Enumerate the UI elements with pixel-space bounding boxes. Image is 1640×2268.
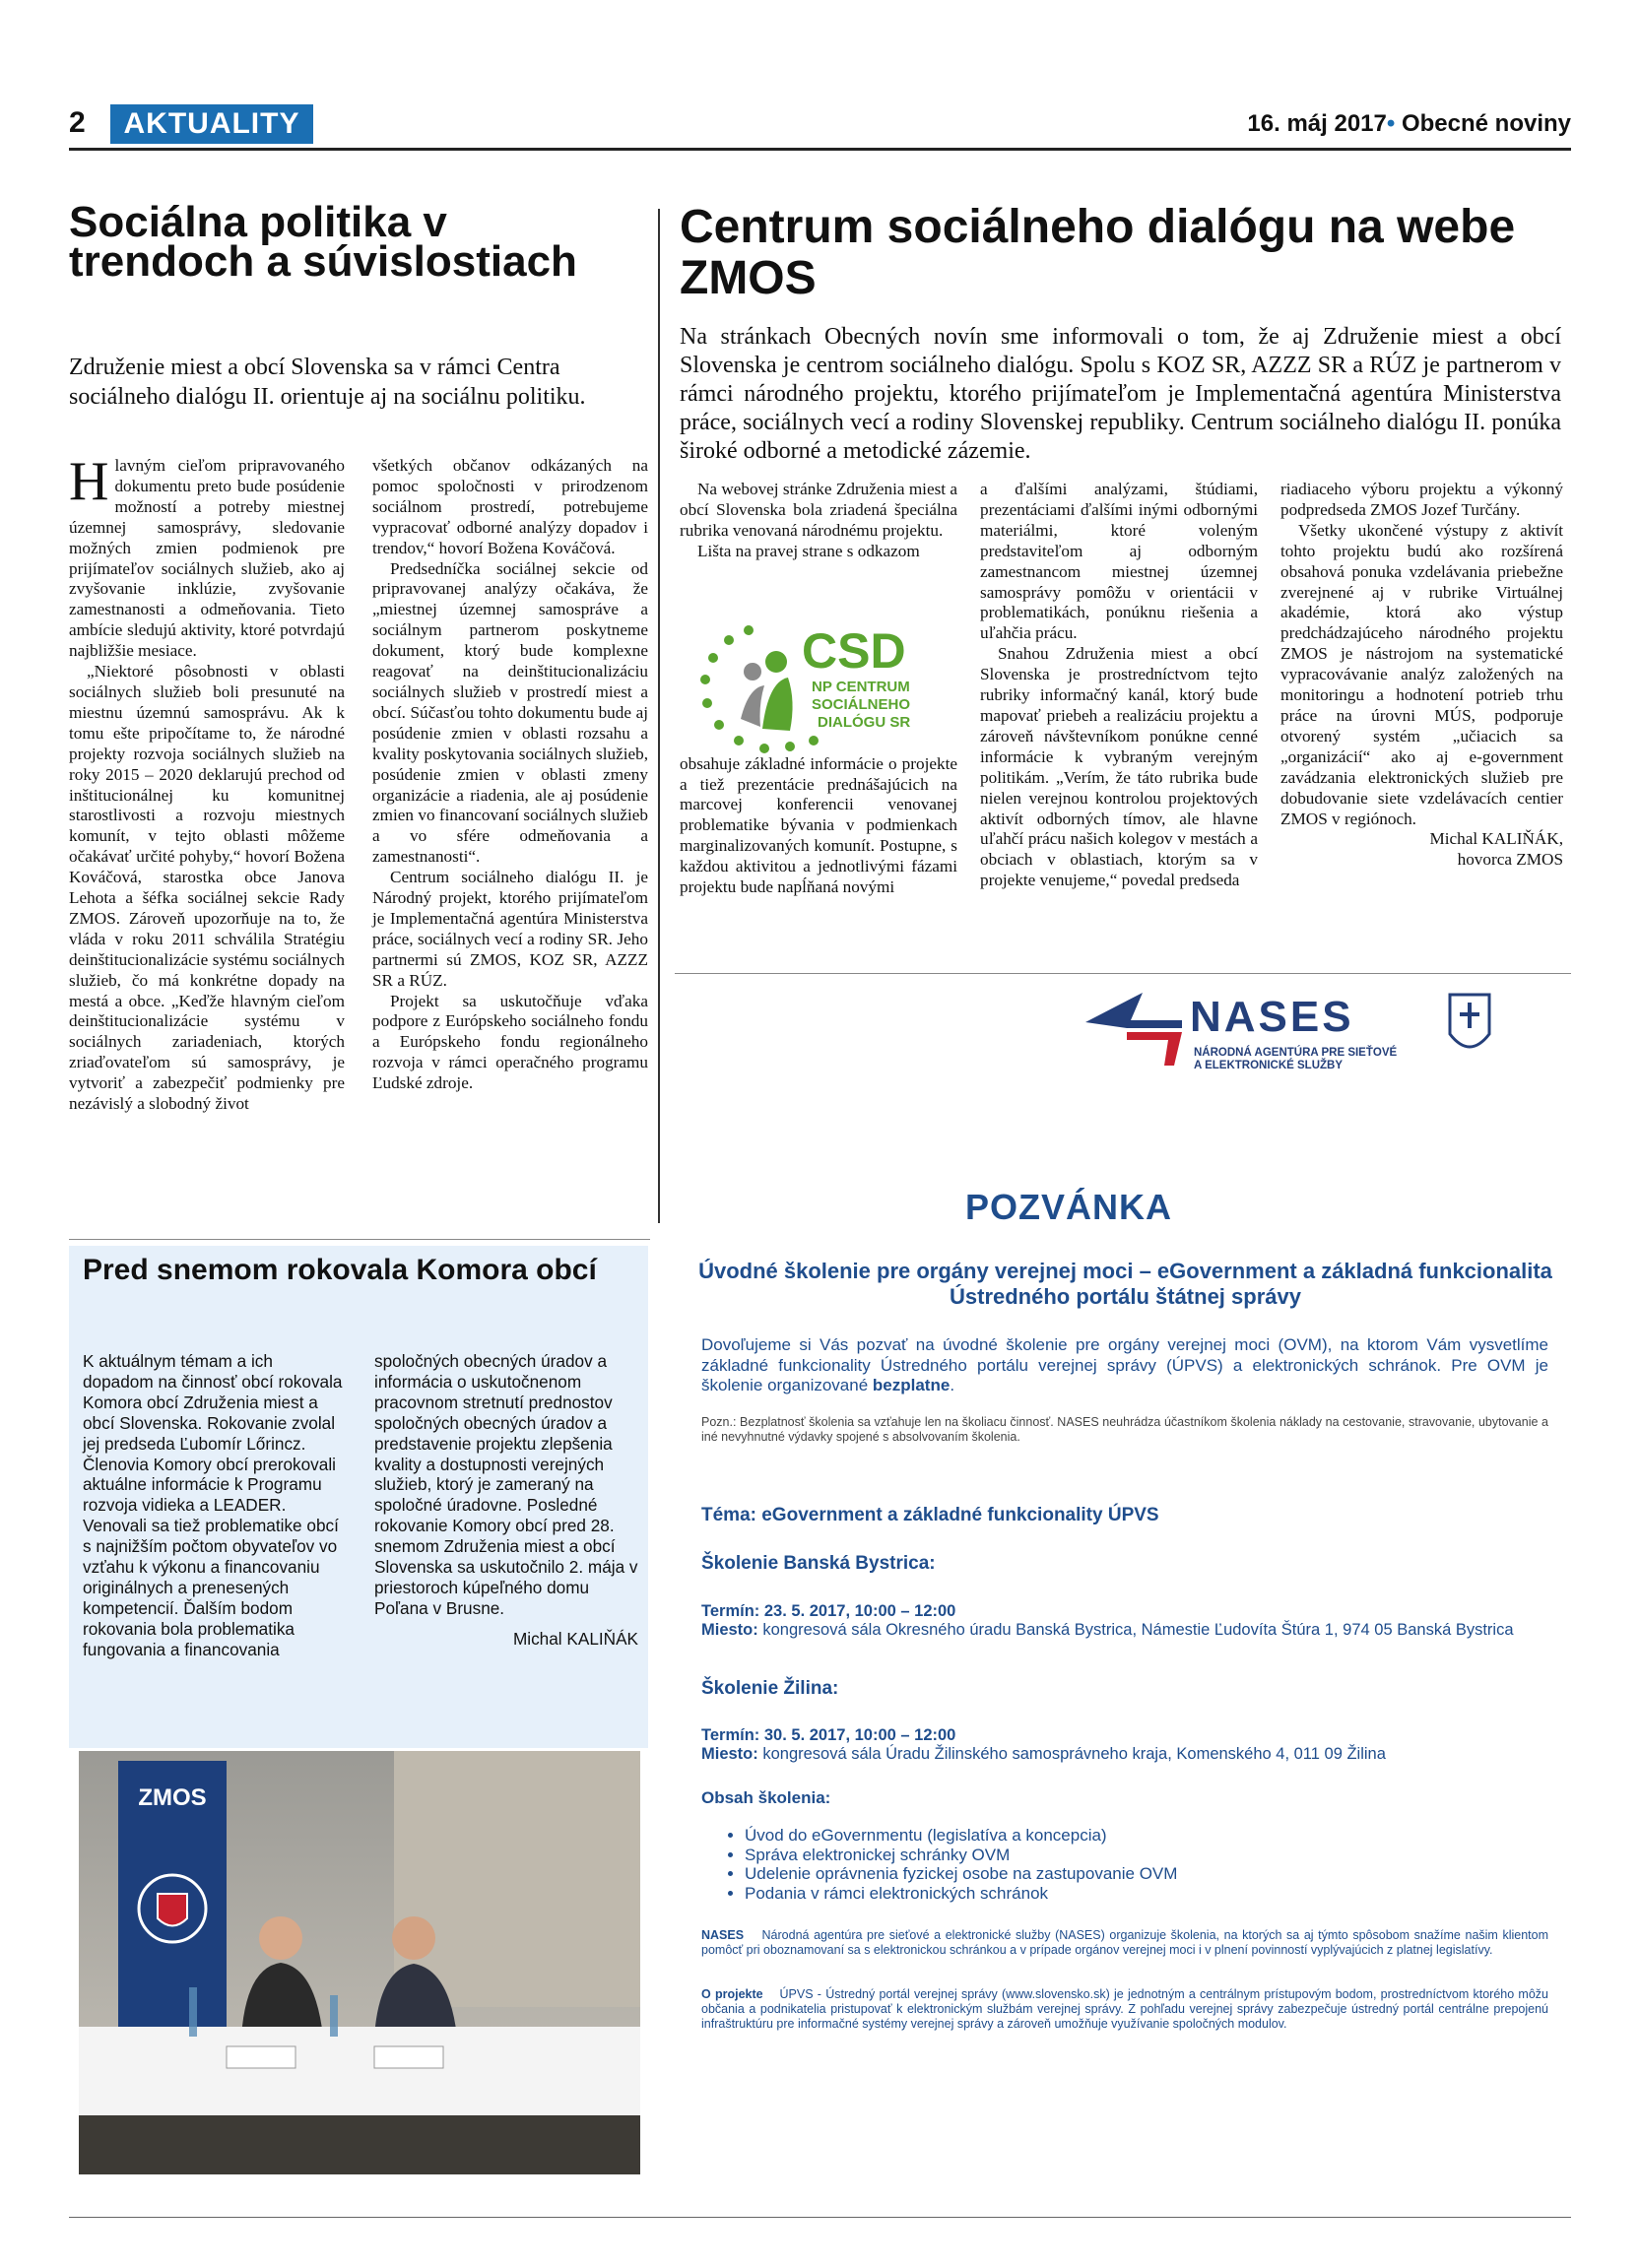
invitation-note: Pozn.: Bezplatnosť školenia sa vzťahuje len na školiacu činnosť. NASES neuhrádza účastníkom školenia náklady na cestovanie, stravovanie, ubytovanie a iné nevyhnutné výdavky spojené s absolvovaním školenia. (701, 1415, 1548, 1444)
article2-title: Centrum sociálneho dialógu na webe ZMOS (680, 201, 1516, 304)
article2-paragraph: riadiaceho výboru projektu a výkonný podpredseda ZMOS Jozef Turčány. (1280, 480, 1563, 519)
section-label: AKTUALITY (110, 104, 313, 144)
page-number: 2 (69, 106, 86, 139)
banner-text: ZMOS (138, 1784, 207, 1811)
article2-paragraph: Na webovej stránke Združenia miest a obcí Slovenska bola zriadená špeciálna rubrika venovaná národnému projektu. (680, 480, 957, 540)
list-item: • Správa elektronickej schránky OVM (745, 1846, 1177, 1865)
training-za-details: Termín: 30. 5. 2017, 10:00 – 12:00 Miesto: kongresová sála Úradu Žilinského samosprávneho kraja, Komenského 4, 011 09 Žilina (701, 1726, 1386, 1763)
issue-date: 16. máj 2017 (1247, 110, 1387, 137)
article1-paragraph: Hlavným cieľom pripravovaného dokumentu preto bude posúdenie možností a potreby miestnej územnej samosprávy, sledovanie možných zmien podmienok pre prijímateľov sociálnych služieb, ako aj zvyšovanie inklúzie, zvyšovanie zamestnanosti a odmeňovania. Tieto ambície sledujú aktivity, ktoré potvrdajú najbližšie mesiace. (69, 451, 345, 661)
article2-paragraph: Snahou Združenia miest a obcí Slovenska je prostredníctvom tejto rubriky informačný kanál, ktorý bude mapovať priebeh a realizáciu projektu a zároveň návštevníkom ponúkne cenné informácie k vybraným verejným politikám. „Verím, že táto rubrika bude nielen verejnou kontrolou projektových aktivít odborných tímov, ale hlavne uľahčí prácu našich kolegov v mestách a obciach v oblastiach, ktorým sa v projekte venujeme,“ povedal predseda (980, 644, 1258, 890)
csd-line1: NP CENTRUM (812, 679, 910, 695)
article2-paragraph: Všetky ukončené výstupy z aktivít tohto projektu budú ako rozšírená obsahová ponuka vzdelávania priebežne zverejnené aj v rubrike Virtuálnej akadémie, ktorá ako výstup predchádzajúceho národného projektu ZMOS je nástrojom na systematické vypracovávanie analýz založených na monitoringu a hodnotení potrieb trhu práce na úrovni MÚS, podporuje otvorený systém „učiacich sa „organizácií“ ako aj e-government zavádzania elektronických služieb pre dobudovanie siete vzdelávacích centier ZMOS v regiónoch. (1280, 520, 1563, 828)
csd-logo (689, 611, 946, 763)
training-content-heading: Obsah školenia: (701, 1788, 831, 1807)
article1-title: Sociálna politika v trendoch a súvislostiach (69, 198, 577, 286)
csd-line2: SOCIÁLNEHO (812, 696, 911, 713)
header-rule (69, 148, 1571, 151)
article1-paragraph: Projekt sa uskutočňuje vďaka podpore z Európskeho sociálneho fondu a Európskeho fondu regionálneho rozvoja v rámci operačného programu Ľudské zdroje. (372, 991, 648, 1093)
box-author: Michal KALIŇÁK (512, 1628, 638, 1649)
list-item: • Udelenie oprávnenia fyzickej osobe na zastupovanie OVM (745, 1864, 1177, 1884)
nases-wordmark: NASES (1190, 993, 1354, 1041)
article2-lead: Na stránkach Obecných novín sme informovali o tom, že aj Združenie miest a obcí Slovenska je centrom sociálneho dialógu. Spolu s KOZ SR, AZZZ SR a RÚZ je partnerom v rámci národného projektu, ktorého prijímateľom je Implementačná agentúra Ministerstva práce, sociálnych vecí a rodiny Slovenskej republiky. Centrum sociálneho dialógu II. ponúka široké odborné a metodické zázemie. (680, 324, 1561, 464)
article1-paragraph: všetkých občanov odkázaných na pomoc spoločnosti v prirodzenom sociálnom prostredí, potrebujeme vypracovať odborné analýzy dopadov i trendov,“ hovorí Božena Kováčová. (372, 456, 648, 557)
box-column-2 (374, 1351, 638, 1650)
training-bb-heading: Školenie Banská Bystrica: (701, 1553, 936, 1574)
box-divider (69, 1239, 650, 1240)
people-figures (741, 651, 793, 731)
box-title: Pred snemom rokovala Komora obcí (83, 1254, 597, 1286)
article1-lead: Združenie miest a obcí Slovenska sa v rámci Centra sociálneho dialógu II. orientuje aj na sociálnu politiku. (69, 355, 586, 410)
csd-abbr: CSD (802, 623, 906, 679)
list-item: • Podania v rámci elektronických schránok (745, 1884, 1177, 1904)
article2-paragraph: obsahuje základné informácie o projekte a tiež prezentácie prednášajúcich na marcovej konferencii venovanej problematike bývania v podmienkach marginalizovaných komunít. Postupne, s každou aktivitou a jednotlivými fázami projektu bude napĺňaná novými (680, 753, 957, 897)
box-column-1: K aktuálnym témam a ich dopadom na činnosť obcí rokovala Komora obcí Združenia miest a obcí Slovenska. Rokovanie zvolal jej predseda Ľubomír Lőrincz. Členovia Komory obcí prerokovali aktuálne informácie k Programu rozvoja vidieka a LEADER. Venovali sa tiež problematike obcí s najnižším počtom obyvateľov vo vzťahu k výkonu a financovaniu originálnych a prenesených kompetencií. Ďalším bodom rokovania bola problematika fungovania a financovania (83, 1351, 343, 1659)
coat-of-arms-icon (1450, 995, 1489, 1047)
nases-subtitle: NÁRODNÁ AGENTÚRA PRE SIEŤOVÉ A ELEKTRONICKÉ SLUŽBY (1194, 1047, 1398, 1071)
article2-paragraph: a ďalšími analýzami, štúdiami, prezentáciami ďalšími inými odbornými materiálmi, ktoré voleným predstaviteľom aj odborným zamestnancom miestnej územnej samosprávy pomôžu v orientácii v problematikách, ponúknu riešenia a uľahčia prácu. (980, 480, 1258, 643)
article1-column-1 (69, 451, 345, 1115)
article2-column-2 (980, 480, 1258, 891)
publication-name: Obecné noviny (1401, 110, 1571, 137)
training-content-list (729, 1826, 1177, 1903)
invitation-intro: Dovoľujeme si Vás pozvať na úvodné školenie pre orgány verejnej moci (OVM), na ktorom Vám vysvetlíme základné funkcionality Ústredného portálu verejnej správy (ÚPVS) a elektronických schránok. Pre OVM je školenie organizované bezplatne. (701, 1335, 1548, 1394)
article1-paragraph: Centrum sociálneho dialógu II. je Národný projekt, ktorého prijímateľom je Implementačná agentúra Ministerstva práce, sociálnych vecí a rodiny SR. Jeho partnermi sú ZMOS, KOZ SR, AZZZ SR a RÚZ. (372, 868, 648, 990)
csd-line3: DIALÓGU SR (818, 714, 911, 731)
training-bb-details: Termín: 23. 5. 2017, 10:00 – 12:00 Miesto: kongresová sála Okresného úradu Banská Bystrica, Námestie Ľudovíta Štúra 1, 974 05 Banská Bystrica (701, 1602, 1514, 1639)
table (79, 2027, 640, 2115)
meeting-photo (79, 1751, 640, 2174)
article1-column-2 (372, 456, 648, 1094)
article1-paragraph: „Niektoré pôsobnosti v oblasti sociálnych služieb boli presunuté na miestnu územnú samosprávu. Ak k tomu ešte pripočítame to, že národné projekty rozvoja sociálnych služieb na roky 2015 – 2020 deklarujú prechod od inštitucionálnej ku komunitnej starostlivosti a rozvoju miestnych komunít, v tejto oblasti môžeme očakávať určité pohyby,“ hovorí Božena Kováčová, starostka obce Janova Lehota a šéfka sociálnej sekcie Rady ZMOS. Zároveň upozorňuje na to, že vláda v roku 2011 schválila Stratégiu deinštitucionalizácie systému sociálnych služieb, čo má konkrétne dopady na mestá a obce. „Keďže hlavným cieľom deinštitucionalizácie systému v sociálnych zariadeniach, ktorých zriaďovateľom sú samosprávy, je vytvoriť a zabezpečiť podmienky pre nezávislý a slobodný život (69, 662, 345, 1114)
drop-cap: H (69, 451, 109, 512)
article2-column-3 (1280, 480, 1563, 871)
article2-signature-name: Michal KALIŇÁK, (1429, 829, 1563, 849)
project-about: O projekte ÚPVS - Ústredný portál verejnej správy (www.slovensko.sk) je jednotným a centrálnym prístupovým bodom, prostredníctvom ktorého môžu občania a podnikatelia pristupovať k elektronickým službám verejnej správy. Z pohľadu verejnej správy zabezpečuje ústredný portál centrálne prepojenú infraštruktúru pre informačné systémy verejnej správy a zároveň umožňuje využívanie spoločných modulov. (701, 1987, 1548, 2031)
separator-bullet: • (1386, 110, 1396, 137)
issue-info (1247, 110, 1571, 138)
training-za-heading: Školenie Žilina: (701, 1678, 839, 1699)
article2-paragraph: Lišta na pravej strane s odkazom (697, 541, 920, 560)
nases-about: NASES Národná agentúra pre sieťové a elektronické služby (NASES) organizuje školenia, na ktorých sa aj týmto spôsobom snažíme našim klientom pomôcť pri oboznamovaní sa s elektronickou schránkou a v prípade orgánov verejnej moci i v plnení povinností vyplývajúcich z platnej legislatívy. (701, 1928, 1548, 1957)
article2-signature-role: hovorca ZMOS (1457, 850, 1563, 870)
list-item: • Úvod do eGovernmentu (legislatíva a koncepcia) (745, 1826, 1177, 1846)
ad-divider (675, 973, 1571, 974)
invitation-topic: Téma: eGovernment a základné funkcionality ÚPVS (701, 1505, 1159, 1525)
footer-rule (69, 2217, 1571, 2218)
column-divider (658, 209, 660, 1223)
article1-paragraph: Predsedníčka sociálnej sekcie od pripravovanej analýzy očakáva, že „miestnej územnej samospráve a sociálnym partnerom poskytneme dokument, ktorý bude komplexne reagovať na deinštitucionalizáciu sociálnych služieb v prostredí miest a obcí. Súčasťou tohto dokumentu bude aj posúdenie zmien v oblasti rozsahu a kvality poskytovania sociálnych služieb, posúdenie zmien v oblasti zmeny organizácie a riadenia, ale aj posúdenie zmien vo financovaní sociálnych služieb a vo sfére odmeňovania a zamestnanosti“. (372, 558, 648, 867)
invitation-subtitle: Úvodné školenie pre orgány verejnej moci – eGovernment a základná funkcionalita Ústredného portálu štátnej správy (698, 1259, 1552, 1309)
invitation-title: POZVÁNKA (965, 1187, 1173, 1227)
box-paragraph: spoločných obecných úradov a informácia o uskutočnenom pracovnom stretnutí prednostov spoločných obecných úradov a predstavenie projektu zlepšenia kvality a dostupnosti verejných služieb, ktorý je zameraný na spoločné úradovne. Posledné rokovanie Komory obcí pred 28. snemom Združenia miest a obcí Slovenska sa uskutočnilo 2. mája v priestoroch kúpeľného domu Poľana v Brusne. (374, 1351, 638, 1618)
